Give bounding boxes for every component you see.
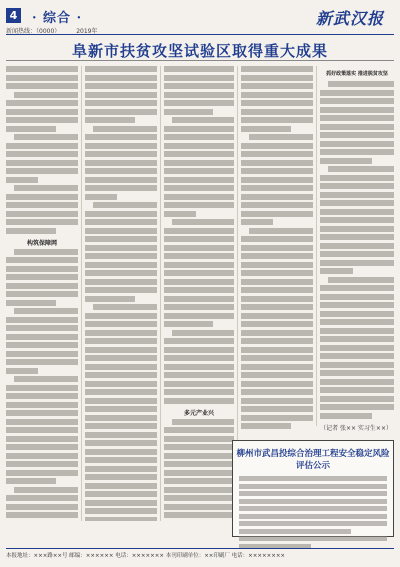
text-line xyxy=(239,506,387,511)
text-line xyxy=(85,517,157,522)
headline-rule xyxy=(6,60,394,61)
text-line xyxy=(164,436,234,442)
text-line xyxy=(164,296,234,302)
text-line xyxy=(320,379,394,385)
text-line xyxy=(249,228,313,234)
column-divider xyxy=(160,66,161,521)
text-line xyxy=(241,117,313,123)
text-line xyxy=(6,160,78,166)
text-line xyxy=(241,75,313,81)
text-line xyxy=(164,364,234,370)
text-line xyxy=(241,398,313,404)
text-line xyxy=(320,183,394,189)
text-line xyxy=(241,253,313,259)
text-line xyxy=(85,406,157,412)
text-line xyxy=(6,504,78,510)
text-line xyxy=(320,217,394,223)
text-line xyxy=(6,143,78,149)
text-line xyxy=(85,449,157,455)
text-line xyxy=(241,177,313,183)
text-line xyxy=(320,294,394,300)
text-line xyxy=(85,194,117,200)
text-line xyxy=(164,253,234,259)
text-line xyxy=(241,381,313,387)
text-line xyxy=(6,202,78,208)
text-line xyxy=(241,126,291,132)
text-line xyxy=(6,427,78,433)
text-line xyxy=(85,398,157,404)
text-line xyxy=(85,440,157,446)
text-line xyxy=(85,245,157,251)
text-line xyxy=(320,90,394,96)
text-line xyxy=(320,200,394,206)
text-line xyxy=(241,66,313,72)
text-line xyxy=(164,109,213,115)
text-line xyxy=(241,143,313,149)
text-line xyxy=(85,185,157,191)
article-subtitle-1: 构筑保障网 xyxy=(26,239,57,247)
text-line xyxy=(6,512,78,518)
text-line xyxy=(85,508,157,514)
text-line xyxy=(85,92,157,98)
text-line xyxy=(85,287,157,293)
text-line xyxy=(14,92,78,98)
text-line xyxy=(241,211,313,217)
text-line xyxy=(6,266,78,272)
text-line xyxy=(164,347,234,353)
text-line xyxy=(85,151,157,157)
text-line xyxy=(6,470,78,476)
text-line xyxy=(328,81,394,87)
page-number: 4 xyxy=(6,8,21,23)
text-line xyxy=(93,304,157,310)
text-line xyxy=(320,311,394,317)
text-line xyxy=(241,296,313,302)
text-line xyxy=(85,100,157,106)
text-line xyxy=(241,202,313,208)
text-line xyxy=(164,185,234,191)
text-line xyxy=(320,149,394,155)
text-line xyxy=(85,66,157,72)
text-line xyxy=(6,219,78,225)
text-line xyxy=(239,514,387,519)
article-column-4 xyxy=(241,66,313,436)
text-line xyxy=(164,398,234,404)
text-line xyxy=(85,457,157,463)
text-line xyxy=(249,134,313,140)
text-line xyxy=(241,313,313,319)
meta-right: 2019年 xyxy=(76,28,98,35)
text-line xyxy=(241,109,313,115)
text-line xyxy=(85,168,157,174)
text-line xyxy=(93,202,157,208)
text-line xyxy=(164,75,234,81)
text-line xyxy=(85,253,157,259)
text-line xyxy=(14,487,78,493)
text-line xyxy=(241,338,313,344)
text-line xyxy=(241,364,313,370)
column-divider xyxy=(81,66,82,521)
text-line xyxy=(241,160,313,166)
text-line xyxy=(85,83,157,89)
text-line xyxy=(241,185,313,191)
text-line xyxy=(6,257,78,263)
text-line xyxy=(6,368,38,374)
text-line xyxy=(85,432,157,438)
text-line xyxy=(85,313,157,319)
text-line xyxy=(6,75,78,81)
text-line xyxy=(241,415,313,421)
text-line xyxy=(164,313,234,319)
text-line xyxy=(6,126,56,132)
text-line xyxy=(320,158,372,164)
text-line xyxy=(164,470,234,476)
text-line xyxy=(85,160,157,166)
text-line xyxy=(164,126,234,132)
text-line xyxy=(6,211,78,217)
article-column-3 xyxy=(164,66,234,521)
text-line xyxy=(164,521,234,522)
text-line xyxy=(6,385,78,391)
text-line xyxy=(6,419,78,425)
text-line xyxy=(85,389,157,395)
text-line xyxy=(320,396,394,402)
text-line xyxy=(320,226,394,232)
text-line xyxy=(85,75,157,81)
text-line xyxy=(320,141,394,147)
text-line xyxy=(241,92,313,98)
text-line xyxy=(241,194,313,200)
text-line xyxy=(320,115,394,121)
text-line xyxy=(85,355,157,361)
text-line xyxy=(239,536,387,541)
text-line xyxy=(6,461,78,467)
article-credit: （记者 张×× 实习生××） xyxy=(320,425,392,432)
text-line xyxy=(85,423,157,429)
text-line xyxy=(241,151,313,157)
notice-title: 柳州市武昌投综合治理工程安全稳定风险评估公示 xyxy=(236,449,390,471)
text-line xyxy=(6,300,56,306)
text-line xyxy=(164,321,213,327)
text-line xyxy=(164,478,234,484)
text-line xyxy=(241,389,313,395)
section-title: · 综合 · xyxy=(32,11,83,26)
text-line xyxy=(241,279,313,285)
article-column-1 xyxy=(6,66,78,521)
text-line xyxy=(14,376,78,382)
text-line xyxy=(6,317,78,323)
text-line xyxy=(164,100,234,106)
text-line xyxy=(320,413,372,419)
text-line xyxy=(320,336,394,342)
text-line xyxy=(241,168,313,174)
public-notice-box xyxy=(232,440,394,537)
text-line xyxy=(320,328,394,334)
header-meta xyxy=(6,26,394,35)
text-line xyxy=(164,83,234,89)
text-line xyxy=(320,362,394,368)
text-line xyxy=(164,444,234,450)
text-line xyxy=(14,249,78,255)
text-line xyxy=(6,453,78,459)
text-line xyxy=(320,387,394,393)
text-line xyxy=(85,270,157,276)
text-line xyxy=(6,100,78,106)
article-headline: 阜新市扶贫攻坚试验区取得重大成果 xyxy=(71,42,328,60)
column-divider xyxy=(316,66,317,426)
text-line xyxy=(14,185,78,191)
text-line xyxy=(85,338,157,344)
text-line xyxy=(85,381,157,387)
text-line xyxy=(241,355,313,361)
text-line xyxy=(85,491,157,497)
text-line xyxy=(85,109,157,115)
text-line xyxy=(164,160,234,166)
text-line xyxy=(320,124,394,130)
meta-left: 新闻热线：（0000） xyxy=(6,28,61,35)
text-line xyxy=(85,321,157,327)
text-line xyxy=(239,529,351,534)
page-header xyxy=(6,6,394,26)
text-line xyxy=(164,279,234,285)
text-line xyxy=(85,474,157,480)
text-line xyxy=(6,393,78,399)
text-line xyxy=(164,389,234,395)
text-line xyxy=(164,228,234,234)
text-line xyxy=(172,219,234,225)
article-subtitle-3: 抓好政策落实 推进脱贫攻坚 xyxy=(326,71,388,77)
text-line xyxy=(93,126,157,132)
text-line xyxy=(164,177,234,183)
text-line xyxy=(164,66,234,72)
text-line xyxy=(239,484,387,489)
text-line xyxy=(239,476,387,481)
text-line xyxy=(6,109,78,115)
text-line xyxy=(241,406,313,412)
text-line xyxy=(6,495,78,501)
text-line xyxy=(241,347,313,353)
text-line xyxy=(6,325,78,331)
text-line xyxy=(6,478,56,484)
text-line xyxy=(6,351,78,357)
text-line xyxy=(164,211,196,217)
text-line xyxy=(6,444,78,450)
text-line xyxy=(320,285,394,291)
text-line xyxy=(6,334,78,340)
text-line xyxy=(6,117,78,123)
text-line xyxy=(6,83,78,89)
text-line xyxy=(164,372,234,378)
text-line xyxy=(164,270,234,276)
text-line xyxy=(6,436,78,442)
text-line xyxy=(320,192,394,198)
text-line xyxy=(241,262,313,268)
text-line xyxy=(6,342,78,348)
text-line xyxy=(85,219,157,225)
text-line xyxy=(241,287,313,293)
text-line xyxy=(164,453,234,459)
text-line xyxy=(320,107,394,113)
text-line xyxy=(164,287,234,293)
text-line xyxy=(85,330,157,336)
text-line xyxy=(85,500,157,506)
text-line xyxy=(85,262,157,268)
text-line xyxy=(85,372,157,378)
text-line xyxy=(164,151,234,157)
text-line xyxy=(320,132,394,138)
text-line xyxy=(85,228,157,234)
text-line xyxy=(164,512,234,518)
text-line xyxy=(241,330,313,336)
text-line xyxy=(239,499,387,504)
text-line xyxy=(241,245,313,251)
text-line xyxy=(6,228,56,234)
text-line xyxy=(85,143,157,149)
text-line xyxy=(6,359,78,365)
text-line xyxy=(85,483,157,489)
text-line xyxy=(164,262,234,268)
text-line xyxy=(6,66,78,72)
text-line xyxy=(320,302,394,308)
page-footer: 本报地址：×××路××号 邮编：×××××× 电话：××××××× 本刊印刷单位：××印刷厂 电话：×××××××× xyxy=(6,548,394,563)
text-line xyxy=(320,234,394,240)
text-line xyxy=(85,211,157,217)
text-line xyxy=(6,168,78,174)
text-line xyxy=(85,236,157,242)
text-line xyxy=(172,330,234,336)
text-line xyxy=(320,209,394,215)
text-line xyxy=(320,268,353,274)
article-column-2 xyxy=(85,66,157,521)
text-line xyxy=(164,495,234,501)
text-line xyxy=(164,504,234,510)
text-line xyxy=(6,521,78,522)
text-line xyxy=(241,100,313,106)
text-line xyxy=(241,304,313,310)
text-line xyxy=(85,466,157,472)
text-line xyxy=(85,279,157,285)
text-line xyxy=(164,338,234,344)
text-line xyxy=(241,372,313,378)
text-line xyxy=(85,347,157,353)
text-line xyxy=(328,166,394,172)
text-line xyxy=(172,117,234,123)
text-line xyxy=(6,402,78,408)
text-line xyxy=(164,202,234,208)
text-line xyxy=(320,345,394,351)
text-line xyxy=(320,370,394,376)
text-line xyxy=(85,134,157,140)
text-line xyxy=(164,381,234,387)
text-line xyxy=(320,243,394,249)
text-line xyxy=(14,134,78,140)
article-column-5 xyxy=(320,66,394,421)
text-line xyxy=(164,245,234,251)
text-line xyxy=(320,404,394,410)
text-line xyxy=(241,219,273,225)
text-line xyxy=(85,415,157,421)
text-line xyxy=(239,521,387,526)
text-line xyxy=(6,194,78,200)
text-line xyxy=(6,291,78,297)
text-line xyxy=(241,83,313,89)
text-line xyxy=(320,353,394,359)
text-line xyxy=(85,177,157,183)
text-line xyxy=(6,274,78,280)
text-line xyxy=(164,236,234,242)
text-line xyxy=(6,410,78,416)
text-line xyxy=(241,321,313,327)
masthead-logo: 新武汉报 xyxy=(315,9,384,28)
article-subtitle-2: 多元产业兴 xyxy=(183,409,214,417)
text-line xyxy=(320,251,394,257)
text-line xyxy=(6,177,38,183)
text-line xyxy=(320,175,394,181)
text-line xyxy=(241,270,313,276)
text-line xyxy=(6,151,78,157)
text-line xyxy=(85,117,135,123)
text-line xyxy=(164,134,234,140)
text-line xyxy=(85,364,157,370)
text-line xyxy=(164,461,234,467)
text-line xyxy=(164,355,234,361)
text-line xyxy=(239,491,387,496)
text-line xyxy=(164,487,234,493)
text-line xyxy=(164,304,234,310)
text-line xyxy=(164,92,234,98)
text-line xyxy=(164,194,234,200)
text-line xyxy=(164,168,234,174)
text-line xyxy=(6,283,78,289)
text-line xyxy=(164,143,234,149)
text-line xyxy=(85,296,135,302)
text-line xyxy=(14,308,78,314)
text-line xyxy=(172,419,234,425)
text-line xyxy=(241,423,291,429)
text-line xyxy=(320,260,394,266)
text-line xyxy=(241,236,313,242)
text-line xyxy=(320,98,394,104)
text-line xyxy=(328,277,394,283)
text-line xyxy=(320,319,394,325)
text-line xyxy=(164,427,234,433)
